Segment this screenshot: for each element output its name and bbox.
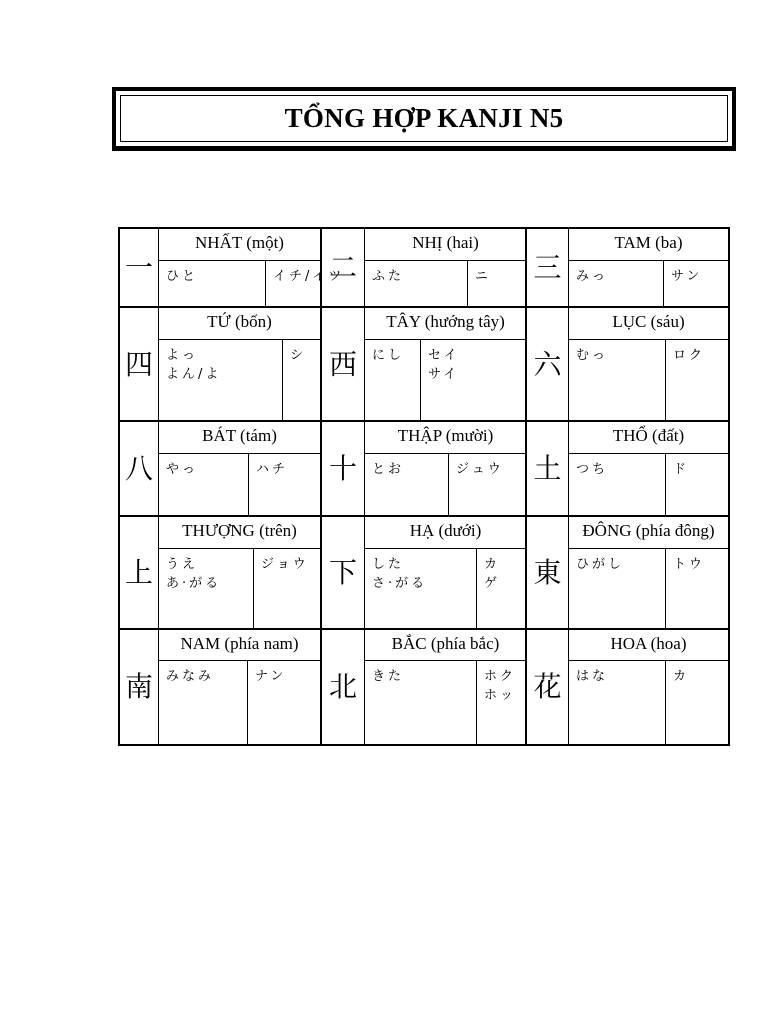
on-reading: イチ/イツ (265, 261, 320, 306)
meaning-label: BÁT (tám) (159, 422, 320, 454)
kanji-table (118, 227, 730, 746)
kanji-cell (322, 517, 365, 629)
kanji-cell (322, 308, 365, 421)
kanji-entry (527, 630, 728, 744)
kanji-cell (120, 630, 159, 744)
kanji-entry (120, 308, 320, 421)
kanji-character: 北 (328, 670, 357, 703)
kun-reading: むっ (576, 348, 609, 363)
on-reading: シ (282, 340, 320, 421)
kanji-cell (322, 422, 365, 516)
kanji-entry (527, 517, 728, 629)
kanji-character: 西 (328, 347, 357, 381)
on-reading: トウ (665, 549, 728, 629)
kanji-character: 下 (328, 556, 357, 589)
kun-reading: ひと (166, 269, 199, 284)
title-box (112, 87, 736, 151)
kanji-character: 二 (328, 250, 357, 284)
meaning-label: BẮC (phía bắc) (365, 630, 526, 661)
kun-reading: はな (576, 669, 609, 684)
on-reading: ホク ホッ (476, 661, 526, 744)
on-reading: ド (665, 454, 728, 516)
on-reading: カ ゲ (476, 549, 526, 629)
kanji-cell (120, 517, 159, 629)
meaning-label: NHỊ (hai) (365, 229, 526, 261)
kanji-character: 四 (124, 347, 153, 381)
on-reading: ロク (665, 340, 728, 421)
meaning-label: NAM (phía nam) (159, 630, 320, 661)
meaning-label: LỤC (sáu) (569, 308, 728, 340)
kanji-entry (527, 308, 728, 421)
kanji-character: 東 (533, 556, 562, 589)
kun-reading: うえ あ·がる (166, 557, 222, 591)
kanji-cell (527, 308, 569, 421)
kanji-character: 十 (328, 452, 357, 485)
kanji-entry (322, 422, 526, 516)
kanji-character: 一 (124, 250, 153, 284)
kun-reading: にし (372, 348, 405, 363)
kun-reading: よっ よん/よ (166, 348, 222, 382)
on-reading: ニ (467, 261, 526, 306)
kanji-cell (527, 517, 569, 629)
page-title: TỔNG HỢP KANJI N5 (284, 103, 564, 133)
kun-reading: きた (372, 669, 405, 684)
kun-reading: とお (372, 462, 405, 477)
on-reading: セイ サイ (420, 340, 526, 421)
kanji-cell (527, 422, 569, 516)
kun-reading: つち (576, 462, 609, 477)
meaning-label: THẬP (mười) (365, 422, 526, 454)
kanji-character: 三 (533, 250, 562, 284)
kanji-entry (120, 229, 345, 306)
kanji-cell (322, 229, 365, 306)
kanji-character: 上 (124, 556, 153, 589)
meaning-label: NHẤT (một) (159, 229, 320, 261)
on-reading: カ (665, 661, 728, 744)
kun-reading: ふた (372, 269, 405, 284)
kanji-entry (120, 422, 320, 516)
meaning-label: HOA (hoa) (569, 630, 728, 661)
kanji-character: 花 (533, 670, 562, 703)
meaning-label: THỔ (đất) (569, 422, 728, 454)
on-reading: ジョウ (253, 549, 320, 629)
title-frame (120, 95, 728, 142)
meaning-label: ĐÔNG (phía đông) (569, 517, 728, 549)
kanji-entry (527, 422, 728, 516)
kanji-entry (322, 517, 526, 629)
kun-reading: ひがし (576, 557, 625, 572)
on-reading: ナン (247, 661, 320, 744)
kun-reading: みなみ (166, 669, 215, 684)
kun-reading: した さ·がる (372, 557, 428, 591)
kanji-entry (322, 630, 526, 744)
kanji-entry (120, 517, 320, 629)
meaning-label: TÂY (hướng tây) (365, 308, 526, 340)
kanji-entry (120, 630, 320, 744)
kanji-cell (322, 630, 365, 744)
kun-reading: みっ (576, 269, 609, 284)
kanji-entry (322, 308, 526, 421)
kanji-cell (527, 229, 569, 306)
kanji-cell (527, 630, 569, 744)
kanji-entry (527, 229, 728, 306)
kanji-character: 南 (124, 670, 153, 703)
on-reading: サン (663, 261, 728, 306)
kun-reading: やっ (166, 462, 199, 477)
meaning-label: TAM (ba) (569, 229, 728, 261)
meaning-label: THƯỢNG (trên) (159, 517, 320, 549)
kanji-cell (120, 229, 159, 306)
kanji-cell (120, 422, 159, 516)
on-reading: ジュウ (448, 454, 526, 516)
kanji-character: 土 (533, 452, 562, 485)
kanji-character: 八 (124, 452, 153, 485)
kanji-cell (120, 308, 159, 421)
kanji-character: 六 (533, 347, 562, 381)
kanji-entry (322, 229, 526, 306)
meaning-label: TỨ (bốn) (159, 308, 320, 340)
on-reading: ハチ (248, 454, 320, 516)
meaning-label: HẠ (dưới) (365, 517, 526, 549)
